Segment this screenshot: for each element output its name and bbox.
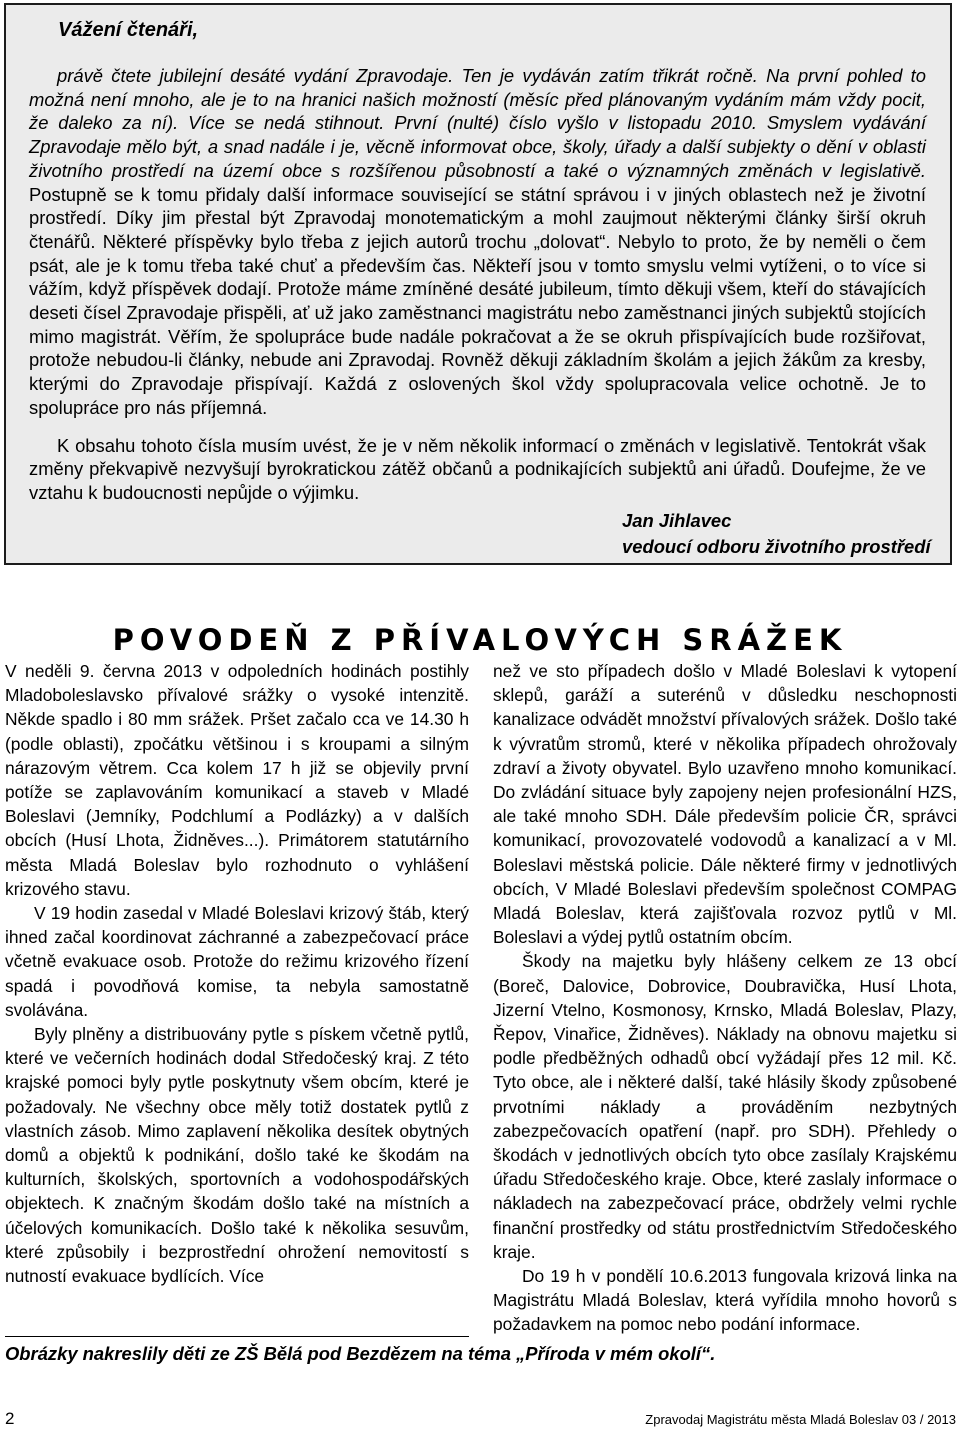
illustration-caption: Obrázky nakreslily děti ze ZŠ Bělá pod Bezdězem na téma „Příroda v mém okolí“.	[5, 1343, 716, 1364]
editorial-paragraph-2	[29, 434, 926, 505]
article-column-right	[493, 659, 957, 1337]
article-paragraph: V neděli 9. června 2013 v odpoledních hodinách postihly Mladoboleslavsko přívalové srážky o vysoké intenzitě. Někde spadlo i 80 mm srážek. Pršet začalo cca ve 14.30 h (podle oblasti), zpočátku většinou i s kroupami a silným nárazovým větrem. Cca kolem 17 h již se objevily první potíže se zaplavováním komunikací a staveb v Mladé Boleslavi (Jemníky, Podchlumí a Podlázky) a v dalších obcích (Husí Lhota, Židněves...). Primátorem statutárního města Mladá Boleslav bylo rozhodnuto o vyhlášení krizového stavu.	[5, 661, 469, 899]
editorial-paragraph-1-upright: Postupně se k tomu přidaly další informace související se státní správou i v jiných oblastech než je životní prostředí. Díky jim přestal být Zpravodaj monotematickým a mohl zaujmout některými články širší okruh čtenářů. Některé příspěvky bylo třeba z jejich autorů trochu „dolovat“. Nebylo to proto, že by neměli o čem psát, ale je k tomu třeba také chuť a především čas. Někteří jsou v tomto smyslu velmi vytíženi, o to více si vážím, když příspěvek dodají. Protože máme zmíněné desáté jubileum, tímto děkuji všem, kteří do stávajících deseti čísel Zpravodaje přispěli, ať už jako zaměstnanci magistrátu nebo zaměstnanci jiných subjektů stojících mimo magistrát. Věřím, že spolupráce bude nadále pokračovat a že se okruh přispívajících bude rozšiřovat, protože nebudou-li články, nebude ani Zpravodaj. Rovněž děkuji základním školám a jejich žákům za kresby, kterými do Zpravodaje přispívají. Každá z oslovených škol vždy spolupracovala velice ochotně. Je to spolupráce pro nás příjemná.	[29, 183, 926, 418]
article-column-left	[5, 659, 469, 1288]
page-number: 2	[5, 1409, 15, 1428]
editorial-paragraph-2-text: K obsahu tohoto čísla musím uvést, že je v něm několik informací o změnách v legislativě. Tentokrát však změny překvapivě nezvyšují byrokratickou zátěž občanů a podnikajících subjektů ani úřadů. Doufejme, že ve vztahu k budoucnosti nepůjde o výjimku.	[29, 434, 926, 503]
article-paragraph: Do 19 h v pondělí 10.6.2013 fungovala krizová linka na Magistrátu Mladá Boleslav, která vyřídila mnoho hovorů s požadavkem na pomoc nebo podání informace.	[493, 1266, 957, 1335]
article-paragraph: než ve sto případech došlo v Mladé Boleslavi k vytopení sklepů, garáží a suterénů v důsledku neschopnosti kanalizace odvádět množství přívalových srážek. Došlo také k vývratům stromů, které v několika případech ohrožovaly zdraví a životy obyvatel. Bylo uzavřeno mnoho komunikací. Do zvládání situace byly zapojeny nejen profesionální HZS, ale také mnoho SDH. Dále především policie ČR, správci komunikací, provozovatelé vodovodů a kanalizací a v Ml. Boleslavi městská policie. Dále některé firmy v jednotlivých obcích, V Mladé Boleslavi především společnost COMPAG Mladá Boleslav, která zajišťovala rozvoz pytlů v Ml. Boleslavi a výdej pytlů ostatním obcím.	[493, 661, 957, 948]
editorial-paragraph-1	[29, 64, 926, 420]
article-headline: POVODEŇ Z PŘÍVALOVÝCH SRÁŽEK	[112, 623, 848, 657]
article-paragraph: Škody na majetku byly hlášeny celkem ze 13 obcí (Boreč, Dalovice, Dobrovice, Doubravička, Husí Lhota, Jizerní Vtelno, Kosmonosy, Krnsko, Mladá Boleslav, Plazy, Řepov, Vinařice, Židněves). Náklady na obnovu majetku si podle předběžných odhadů obcí vyžádají přes 12 mil. Kč. Tyto obce, ale i některé další, také hlásily škody způsobené prvotními náklady a prováděním nezbytných zabezpečovacích opatření (např. pro SDH). Přehledy o škodách v jednotlivých obcích tyto obce zasílaly Krajskému úřadu Středočeského kraje. Obce, které zaslaly informace o nákladech na zabezpečovací práce, obdržely velmi rychle finanční prostředky od státu prostřednictvím Středočeského kraje.	[493, 951, 957, 1262]
caption-divider	[5, 1336, 469, 1337]
editorial-signature	[622, 508, 931, 560]
editorial-box	[4, 3, 952, 565]
signature-name: Jan Jihlavec	[622, 510, 732, 531]
footer-publication-title: Zpravodaj Magistrátu města Mladá Boleslav 03 / 2013	[645, 1412, 956, 1427]
signature-role: vedoucí odboru životního prostředí	[622, 536, 931, 557]
article-paragraph: Byly plněny a distribuovány pytle s pískem včetně pytlů, které ve večerních hodinách dodal Středočeský kraj. Z této krajské pomoci byly pytle poskytnuty všem obcím, které je požadovaly. Ne všechny obce měly totiž dostatek pytlů z vlastních zásob. Mimo zaplavení několika desítek obytných domů a objektů k podnikání, došlo také ke škodám na kulturních, školských, sportovních a vodohospodářských objektech. K značným škodám došlo také na místních a účelových komunikacích. Došlo také k několika sesuvům, které způsobily i bezprostřední ohrožení nemovitostí s nutností evakuace bydlících. Více	[5, 1024, 469, 1287]
editorial-paragraph-1-italic: právě čtete jubilejní desáté vydání Zpravodaje. Ten je vydáván zatím třikrát ročně. Na první pohled to možná není mnoho, ale je to na hranici našich možností (měsíc před plánovaným vydáním mám vždy pocit, že daleko za ní). Více se nedá stihnout. První (nulté) číslo vyšlo v listopadu 2010. Smyslem vydávání Zpravodaje mělo být, a snad nadále i je, věcně informovat obce, školy, úřady a další subjekty o dění v oblasti životního prostředí na území obce s rozšířenou působností a také o významných změnách v legislativě.	[29, 65, 926, 181]
editorial-greeting: Vážení čtenáři,	[58, 19, 199, 41]
article-paragraph: V 19 hodin zasedal v Mladé Boleslavi krizový štáb, který ihned začal koordinovat záchranné a zabezpečovací práce včetně evakuace osob. Protože do režimu krizového řízení spadá i povodňová komise, ta nebyla samostatně svolávána.	[5, 903, 469, 1020]
